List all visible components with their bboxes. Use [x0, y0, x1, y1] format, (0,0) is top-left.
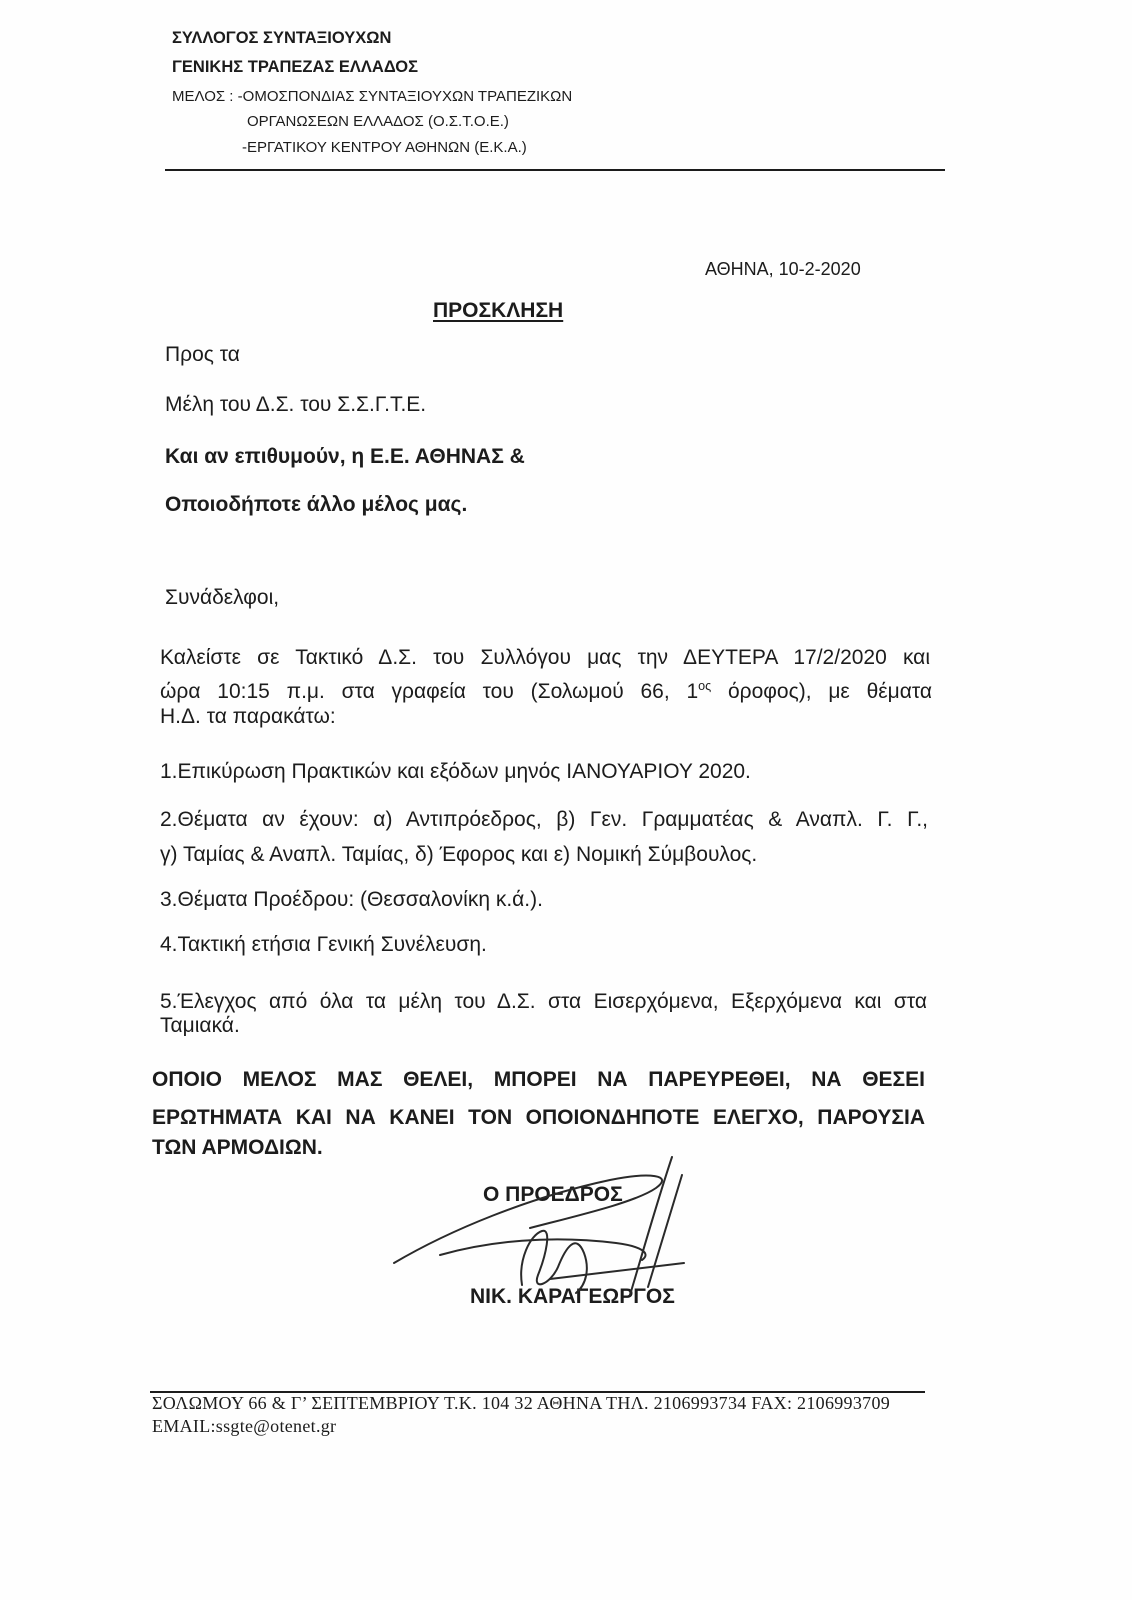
letterhead-divider	[165, 169, 945, 171]
invitation-line-2	[160, 679, 932, 705]
agenda-item-3: 3.Θέματα Προέδρου: (Θεσσαλονίκη κ.ά.).	[160, 888, 543, 911]
salutation: Συνάδελφοι,	[165, 586, 280, 609]
agenda-item-2-line-1: 2.Θέματα αν έχουν: α) Αντιπρόεδρος, β) Γεν. Γραμματέας & Αναπλ. Γ. Γ.,	[160, 808, 928, 831]
membership-row	[172, 87, 572, 107]
document-title: ΠΡΟΣΚΛΗΣΗ	[433, 299, 564, 322]
signature-role: Ο ΠΡΟΕΔΡΟΣ	[483, 1183, 623, 1206]
recipient-line-2: Και αν επιθυμούν, η Ε.Ε. ΑΘΗΝΑΣ &	[165, 445, 525, 468]
org-name-line-2: ΓΕΝΙΚΗΣ ΤΡΑΠΕΖΑΣ ΕΛΛΑΔΟΣ	[172, 58, 419, 76]
org-name-line-1: ΣΥΛΛΟΓΟΣ ΣΥΝΤΑΞΙΟΥΧΩΝ	[172, 29, 392, 47]
invitation-line-2-start: ώρα 10:15 π.μ. στα γραφεία του (Σολωμού 66, 1	[160, 680, 699, 703]
membership-line-2: ΟΡΓΑΝΩΣΕΩΝ ΕΛΛΑΔΟΣ (Ο.Σ.Τ.Ο.Ε.)	[247, 113, 509, 130]
recipients-intro: Προς τα	[165, 343, 240, 366]
recipient-line-3: Οποιοδήποτε άλλο μέλος μας.	[165, 493, 468, 516]
date-line: ΑΘΗΝΑ, 10-2-2020	[705, 259, 861, 279]
signatory-name: ΝΙΚ. ΚΑΡΑΓΕΩΡΓΟΣ	[470, 1285, 675, 1308]
agenda-item-5-line-2: Ταμιακά.	[160, 1014, 240, 1037]
invitation-line-1: Καλείστε σε Τακτικό Δ.Σ. του Συλλόγου μας την ΔΕΥΤΕΡΑ 17/2/2020 και	[160, 646, 930, 669]
invitation-line-2-end: όροφος), με θέματα	[711, 680, 932, 703]
footer-email: EMAIL:ssgte@otenet.gr	[152, 1416, 337, 1436]
invitation-line-3: Η.Δ. τα παρακάτω:	[160, 705, 336, 728]
agenda-item-4: 4.Τακτική ετήσια Γενική Συνέλευση.	[160, 933, 487, 956]
footer-address: ΣΟΛΩΜΟΥ 66 & Γ’ ΣΕΠΤΕΜΒΡΙΟΥ Τ.Κ. 104 32 ΑΘΗΝΑ ΤΗΛ. 2106993734 FAX: 2106993709	[152, 1393, 891, 1413]
ordinal-superscript: ος	[698, 679, 712, 693]
notice-line-3: ΤΩΝ ΑΡΜΟΔΙΩΝ.	[152, 1136, 323, 1159]
membership-line-1: -ΟΜΟΣΠΟΝΔΙΑΣ ΣΥΝΤΑΞΙΟΥΧΩΝ ΤΡΑΠΕΖΙΚΩΝ	[237, 88, 573, 105]
notice-line-1: ΟΠΟΙΟ ΜΕΛΟΣ ΜΑΣ ΘΕΛΕΙ, ΜΠΟΡΕΙ ΝΑ ΠΑΡΕΥΡΕΘΕΙ, ΝΑ ΘΕΣΕΙ	[152, 1068, 925, 1091]
notice-line-2: ΕΡΩΤΗΜΑΤΑ ΚΑΙ ΝΑ ΚΑΝΕΙ ΤΟΝ ΟΠΟΙΟΝΔΗΠΟΤΕ ΕΛΕΓΧΟ, ΠΑΡΟΥΣΙΑ	[152, 1106, 925, 1129]
agenda-item-5-line-1: 5.Έλεγχος από όλα τα μέλη του Δ.Σ. στα Εισερχόμενα, Εξερχόμενα και στα	[160, 990, 927, 1013]
agenda-item-2-line-2: γ) Ταμίας & Αναπλ. Ταμίας, δ) Έφορος και ε) Νομική Σύμβουλος.	[160, 843, 758, 866]
membership-label: ΜΕΛΟΣ :	[172, 88, 234, 105]
agenda-item-1: 1.Επικύρωση Πρακτικών και εξόδων μηνός ΙΑΝΟΥΑΡΙΟΥ 2020.	[160, 760, 751, 783]
membership-line-3: -ΕΡΓΑΤΙΚΟΥ ΚΕΝΤΡΟΥ ΑΘΗΝΩΝ (Ε.Κ.Α.)	[242, 139, 527, 156]
recipient-line-1: Μέλη του Δ.Σ. του Σ.Σ.Γ.Τ.Ε.	[165, 393, 427, 416]
